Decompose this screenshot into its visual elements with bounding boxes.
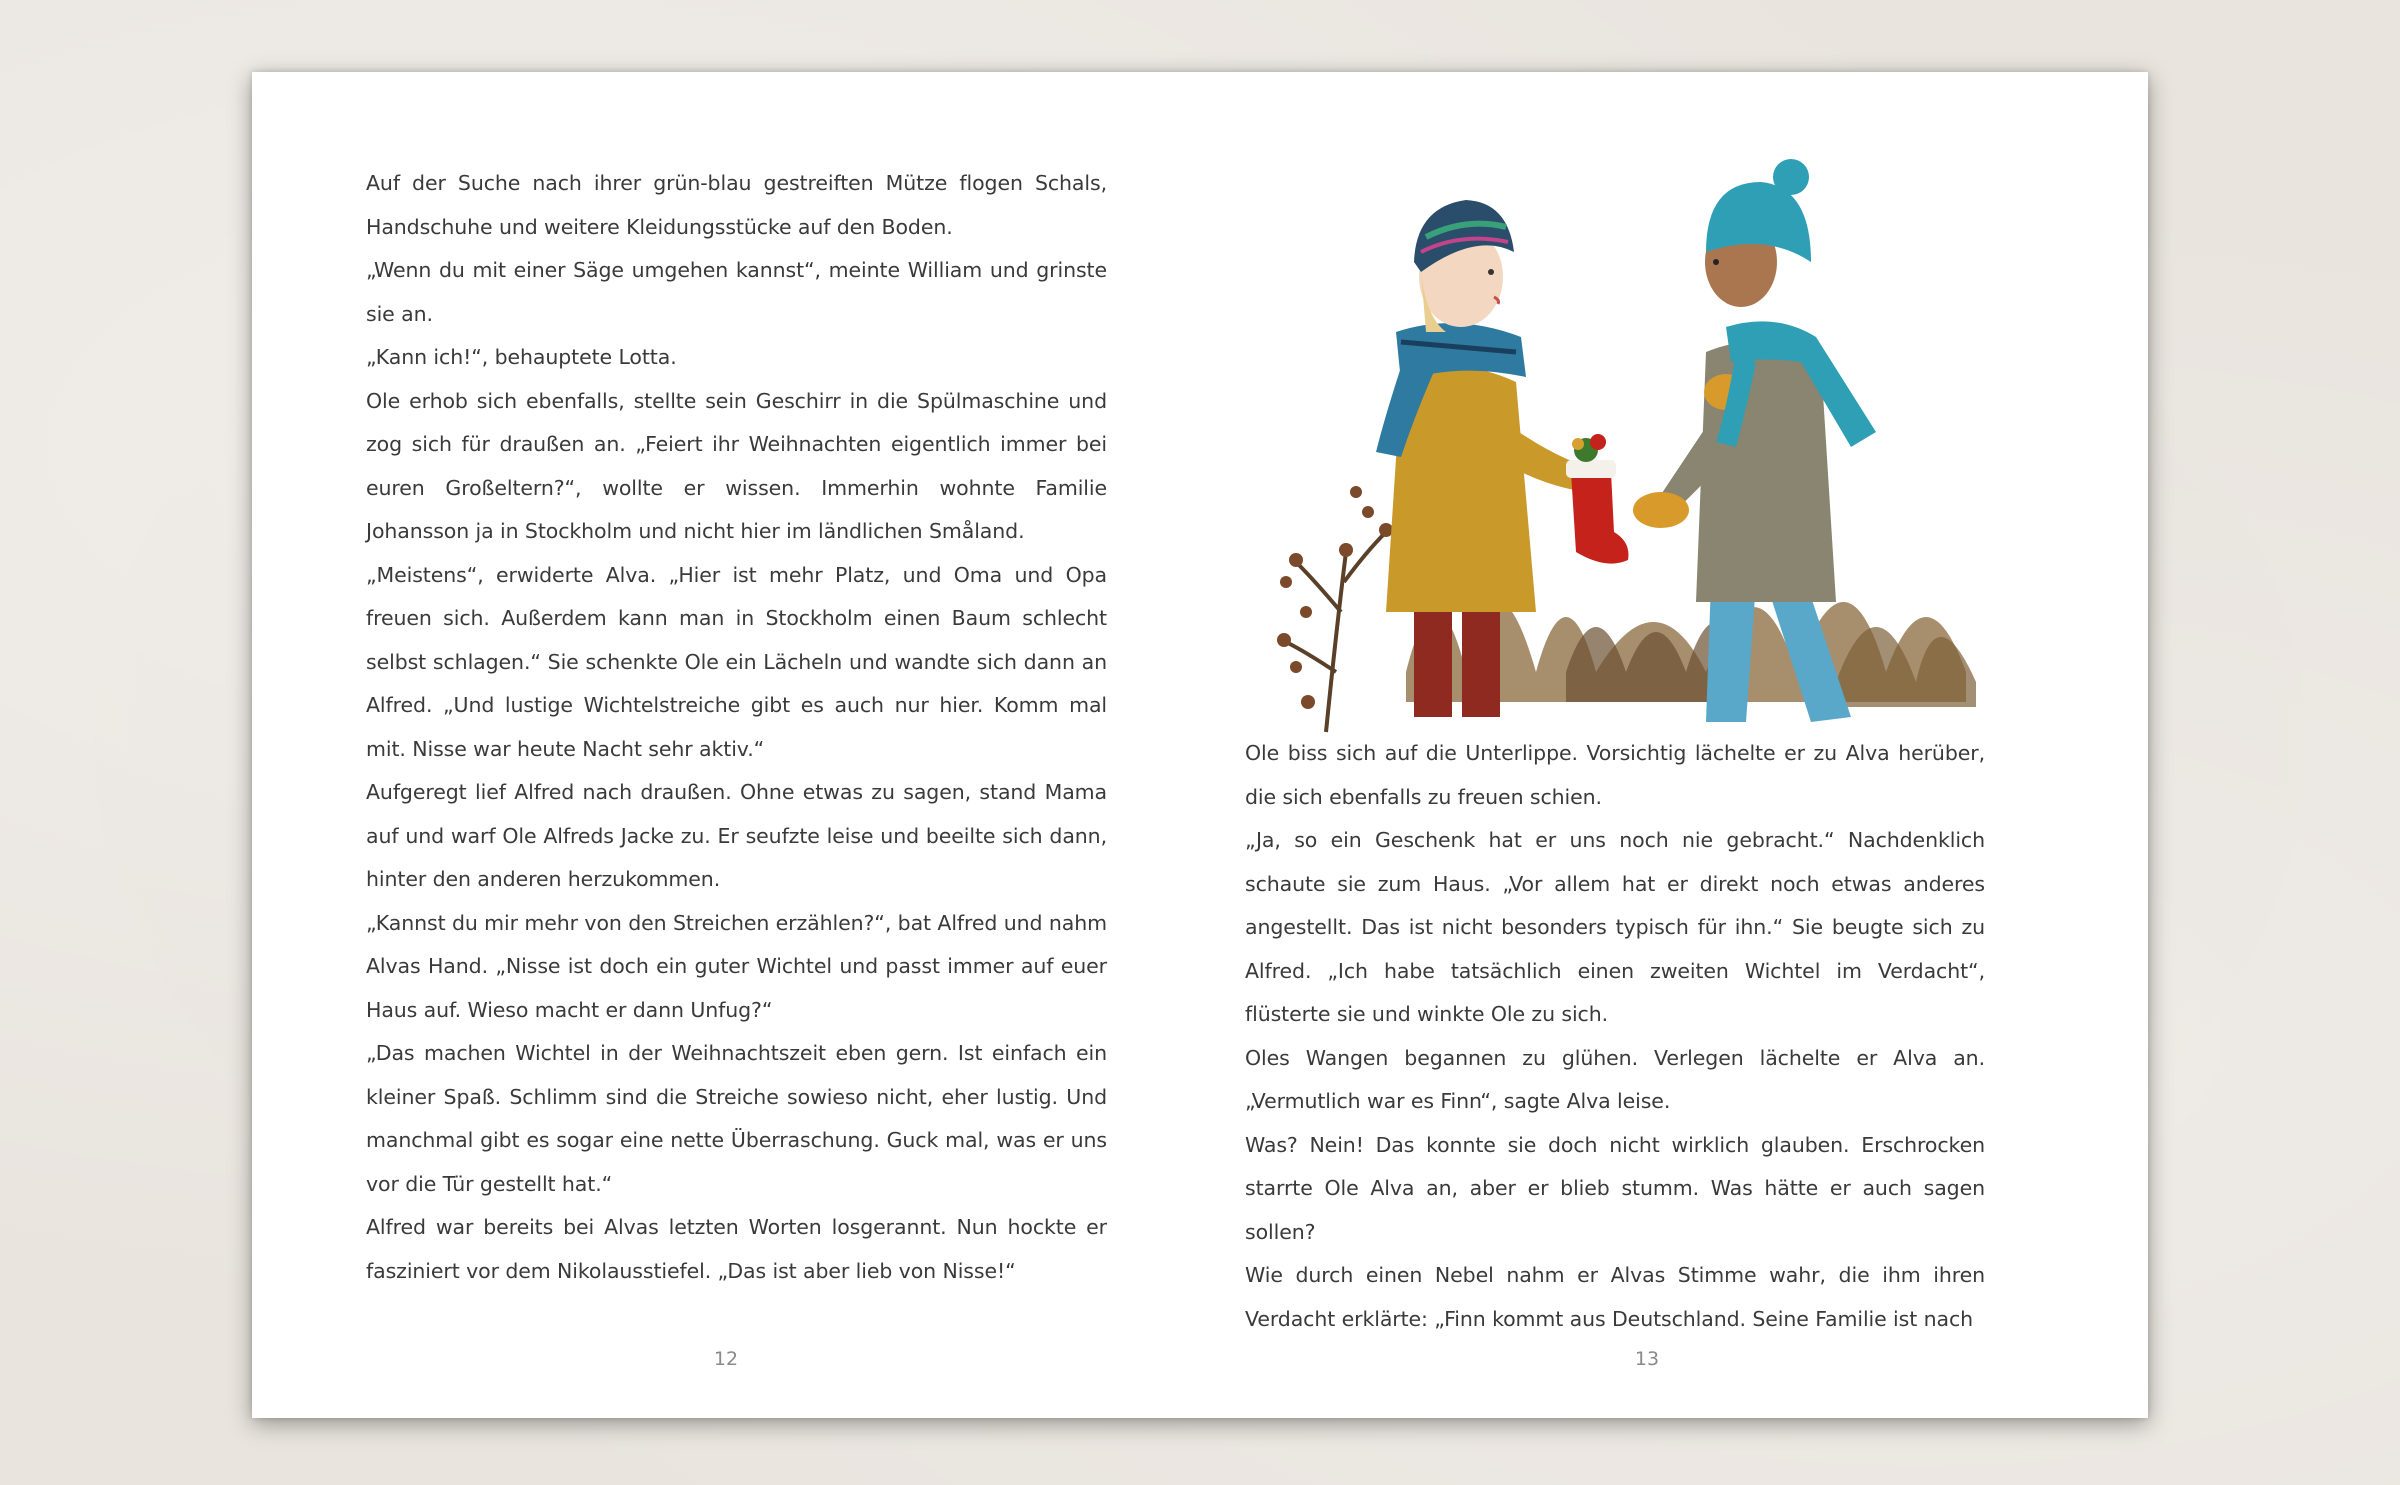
left-page: [252, 72, 1200, 1418]
paragraph: Oles Wangen begannen zu glühen. Verlegen lächelte er Alva an. „Vermutlich war es Finn“, sagte Alva leise.: [1245, 1045, 1985, 1113]
paragraph: Ole biss sich auf die Unterlippe. Vorsichtig lächelte er zu Alva herüber, die sich ebenfalls zu freuen schien.: [1245, 741, 1985, 809]
book-spread: [252, 72, 2148, 1418]
paragraph: „Kannst du mir mehr von den Streichen erzählen?“, bat Alfred und nahm Alvas Hand. „Nisse ist doch ein guter Wichtel und passt immer auf euer Haus auf. Wieso macht er dann Unfug?“: [366, 910, 1107, 1022]
paragraph: „Ja, so ein Geschenk hat er uns noch nie gebracht.“ Nachdenklich schaute sie zum Haus. „Vor allem hat er direkt noch etwas anderes angestellt. Das ist nicht besonders typisch für ihn.“ Sie beugte sich zu Alfred. „Ich habe tatsächlich einen zweiten Wichtel im Verdacht“, flüsterte sie und winkte Ole zu sich.: [1245, 828, 1985, 1026]
right-page: [1200, 72, 2148, 1418]
paragraph: „Meistens“, erwiderte Alva. „Hier ist mehr Platz, und Oma und Opa freuen sich. Außerdem kann man in Stockholm einen Baum schlecht selbst schlagen.“ Sie schenkte Ole ein Lächeln und wandte sich dann an Alfred. „Und lustige Wichtelstreiche gibt es auch nur hier. Komm mal mit. Nisse war heute Nacht sehr aktiv.“: [366, 562, 1107, 761]
page-number: 12: [713, 1348, 739, 1370]
page-number: 13: [1634, 1348, 1660, 1370]
paragraph: Aufgeregt lief Alfred nach draußen. Ohne etwas zu sagen, stand Mama auf und warf Ole Alfreds Jacke zu. Er seufzte leise und beeilte sich dann, hinter den anderen herzukommen.: [366, 780, 1107, 891]
paragraph: „Kann ich!“, behauptete Lotta.: [366, 345, 677, 369]
paragraph: Auf der Suche nach ihrer grün-blau gestreiften Mütze flogen Schals, Handschuhe und weitere Kleidungsstücke auf den Boden.: [366, 171, 1107, 239]
children-illustration: [1236, 112, 1992, 752]
paragraph: „Wenn du mit einer Säge umgehen kannst“, meinte William und grinste sie an.: [366, 258, 1107, 326]
paragraph: Ole erhob sich ebenfalls, stellte sein Geschirr in die Spülmaschine und zog sich für draußen an. „Feiert ihr Weihnachten eigentlich immer bei euren Großeltern?“, wollte er wissen. Immerhin wohnte Familie Johansson ja in Stockholm und nicht hier im ländlichen Småland.: [366, 388, 1107, 543]
paragraph: Wie durch einen Nebel nahm er Alvas Stimme wahr, die ihm ihren Verdacht erklärte: „Finn kommt aus Deutschland. Seine Familie ist nach: [1245, 1263, 1985, 1331]
paragraph: Was? Nein! Das konnte sie doch nicht wirklich glauben. Erschrocken starrte Ole Alva an, aber er blieb stumm. Was hätte er auch sagen sollen?: [1245, 1132, 1985, 1244]
christmas-stocking: [1566, 434, 1628, 564]
right-page-text: [1245, 732, 1985, 1341]
left-page-text: [366, 162, 1107, 1293]
paragraph: „Das machen Wichtel in der Weihnachtszeit eben gern. Ist einfach ein kleiner Spaß. Schlimm sind die Streiche sowieso nicht, eher lustig. Und manchmal gibt es sogar eine nette Überraschung. Guck mal, was er uns vor die Tür gestellt hat.“: [366, 1041, 1107, 1196]
berries: [1277, 486, 1393, 709]
paragraph: Alfred war bereits bei Alvas letzten Worten losgerannt. Nun hockte er fasziniert vor dem Nikolausstiefel. „Das ist aber lieb von Nisse!“: [366, 1215, 1107, 1283]
